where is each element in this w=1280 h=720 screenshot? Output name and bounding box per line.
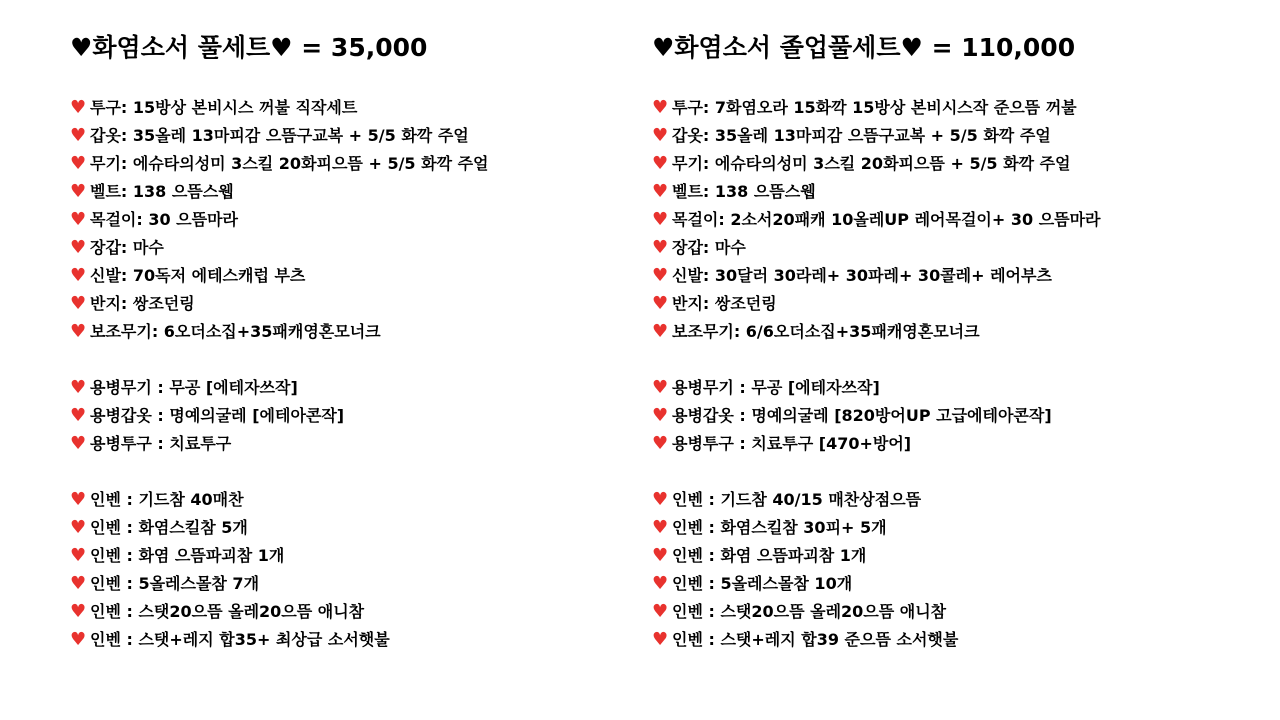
left-equipment-list — [70, 94, 630, 346]
list-item — [70, 262, 630, 290]
list-item — [70, 290, 630, 318]
list-item-text: 반지: 쌍조던링 — [90, 294, 195, 313]
list-item-text: 용병투구 : 치료투구 — [90, 434, 232, 453]
list-item — [652, 402, 1262, 430]
heart-icon: ♥ — [652, 629, 669, 650]
list-item — [652, 206, 1262, 234]
list-item-text: 용병투구 : 치료투구 [470+방어] — [672, 434, 912, 453]
list-item-text: 갑옷: 35올레 13마피감 으뜸구교복 + 5/5 화깍 주얼 — [672, 126, 1051, 145]
list-item — [652, 514, 1262, 542]
list-item — [652, 542, 1262, 570]
heart-icon: ♥ — [70, 293, 87, 314]
list-item-text: 용병무기 : 무공 [에테자쓰작] — [672, 378, 880, 397]
list-item — [70, 486, 630, 514]
right-inventory-list — [652, 486, 1262, 654]
left-mercenary-list — [70, 374, 630, 458]
list-item — [70, 374, 630, 402]
heart-icon: ♥ — [70, 517, 87, 538]
heart-icon: ♥ — [652, 545, 669, 566]
list-item — [70, 430, 630, 458]
list-item-text: 벨트: 138 으뜸스웹 — [672, 182, 816, 201]
heart-icon: ♥ — [70, 573, 87, 594]
list-item-text: 갑옷: 35올레 13마피감 으뜸구교복 + 5/5 화깍 주얼 — [90, 126, 469, 145]
list-item — [70, 514, 630, 542]
heart-icon: ♥ — [70, 265, 87, 286]
list-item-text: 용병갑옷 : 명예의굴레 [에테아콘작] — [90, 406, 345, 425]
list-item — [652, 430, 1262, 458]
list-item-text: 인벤 : 스탯20으뜸 올레20으뜸 애니참 — [90, 602, 365, 621]
list-item-text: 보조무기: 6/6오더소집+35패캐영혼모너크 — [672, 322, 980, 341]
list-item — [652, 626, 1262, 654]
list-item — [70, 206, 630, 234]
list-item-text: 인벤 : 기드참 40매찬 — [90, 490, 244, 509]
heart-icon: ♥ — [70, 405, 87, 426]
list-item-text: 장갑: 마수 — [90, 238, 164, 257]
heart-icon: ♥ — [652, 573, 669, 594]
heart-icon: ♥ — [652, 321, 669, 342]
left-column — [70, 30, 630, 682]
list-item — [652, 150, 1262, 178]
list-item-text: 신발: 30달러 30라레+ 30파레+ 30콜레+ 레어부츠 — [672, 266, 1052, 285]
list-item-text: 용병갑옷 : 명예의굴레 [820방어UP 고급에테아콘작] — [672, 406, 1052, 425]
right-title: ♥화염소서 졸업풀세트♥ = 110,000 — [652, 33, 1076, 62]
list-item — [70, 234, 630, 262]
heart-icon: ♥ — [652, 293, 669, 314]
heart-icon: ♥ — [70, 125, 87, 146]
list-item — [652, 486, 1262, 514]
list-item — [652, 290, 1262, 318]
list-item-text: 인벤 : 화염 으뜸파괴참 1개 — [672, 546, 867, 565]
list-item — [652, 122, 1262, 150]
list-item — [70, 150, 630, 178]
list-item-text: 무기: 에슈타의성미 3스킬 20화피으뜸 + 5/5 화깍 주얼 — [90, 154, 489, 173]
list-item — [70, 122, 630, 150]
list-item — [70, 598, 630, 626]
heart-icon: ♥ — [70, 601, 87, 622]
list-item — [652, 570, 1262, 598]
list-item-text: 인벤 : 화염스킬참 5개 — [90, 518, 248, 537]
list-item-text: 인벤 : 화염 으뜸파괴참 1개 — [90, 546, 285, 565]
right-equipment-list — [652, 94, 1262, 346]
right-mercenary-list — [652, 374, 1262, 458]
heart-icon: ♥ — [70, 433, 87, 454]
heart-icon: ♥ — [652, 181, 669, 202]
heart-icon: ♥ — [70, 97, 87, 118]
list-item-text: 신발: 70독저 에테스캐럽 부츠 — [90, 266, 306, 285]
heart-icon: ♥ — [652, 601, 669, 622]
heart-icon: ♥ — [70, 181, 87, 202]
list-item — [652, 262, 1262, 290]
heart-icon: ♥ — [652, 265, 669, 286]
list-item-text: 용병무기 : 무공 [에테자쓰작] — [90, 378, 298, 397]
list-item — [652, 598, 1262, 626]
list-item — [70, 626, 630, 654]
heart-icon: ♥ — [652, 405, 669, 426]
heart-icon: ♥ — [652, 209, 669, 230]
heart-icon: ♥ — [70, 377, 87, 398]
heart-icon: ♥ — [652, 377, 669, 398]
list-item-text: 인벤 : 스탯+레지 합35+ 최상급 소서햇불 — [90, 630, 390, 649]
list-item-text: 인벤 : 화염스킬참 30피+ 5개 — [672, 518, 887, 537]
heart-icon: ♥ — [652, 433, 669, 454]
heart-icon: ♥ — [70, 237, 87, 258]
right-column — [652, 30, 1262, 682]
list-item-text: 벨트: 138 으뜸스웹 — [90, 182, 234, 201]
heart-icon: ♥ — [70, 209, 87, 230]
heart-icon: ♥ — [70, 153, 87, 174]
list-item-text: 장갑: 마수 — [672, 238, 746, 257]
list-item — [652, 94, 1262, 122]
list-item — [652, 374, 1262, 402]
list-item — [70, 570, 630, 598]
list-item — [652, 318, 1262, 346]
list-item-text: 인벤 : 스탯20으뜸 올레20으뜸 애니참 — [672, 602, 947, 621]
list-item — [70, 542, 630, 570]
list-item — [70, 94, 630, 122]
list-item-text: 인벤 : 스탯+레지 합39 준으뜸 소서햇불 — [672, 630, 959, 649]
list-item — [652, 178, 1262, 206]
list-item-text: 반지: 쌍조던링 — [672, 294, 777, 313]
heart-icon: ♥ — [652, 517, 669, 538]
list-item-text: 목걸이: 2소서20패캐 10올레UP 레어목걸이+ 30 으뜸마라 — [672, 210, 1101, 229]
heart-icon: ♥ — [70, 321, 87, 342]
heart-icon: ♥ — [70, 545, 87, 566]
list-item-text: 무기: 에슈타의성미 3스킬 20화피으뜸 + 5/5 화깍 주얼 — [672, 154, 1071, 173]
left-title: ♥화염소서 풀세트♥ = 35,000 — [70, 33, 428, 62]
list-item-text: 투구: 15방상 본비시스 꺼불 직작세트 — [90, 98, 358, 117]
list-item-text: 목걸이: 30 으뜸마라 — [90, 210, 238, 229]
heart-icon: ♥ — [652, 97, 669, 118]
heart-icon: ♥ — [70, 489, 87, 510]
list-item-text: 인벤 : 5올레스몰참 7개 — [90, 574, 260, 593]
heart-icon: ♥ — [652, 237, 669, 258]
heart-icon: ♥ — [652, 489, 669, 510]
heart-icon: ♥ — [652, 125, 669, 146]
list-item-text: 보조무기: 6오더소집+35패캐영혼모너크 — [90, 322, 381, 341]
list-item — [652, 234, 1262, 262]
list-item-text: 투구: 7화염오라 15화깍 15방상 본비시스작 준으뜸 꺼불 — [672, 98, 1077, 117]
list-item — [70, 318, 630, 346]
list-item-text: 인벤 : 기드참 40/15 매찬상점으뜸 — [672, 490, 922, 509]
list-item-text: 인벤 : 5올레스몰참 10개 — [672, 574, 853, 593]
heart-icon: ♥ — [70, 629, 87, 650]
list-item — [70, 178, 630, 206]
left-inventory-list — [70, 486, 630, 654]
list-item — [70, 402, 630, 430]
heart-icon: ♥ — [652, 153, 669, 174]
